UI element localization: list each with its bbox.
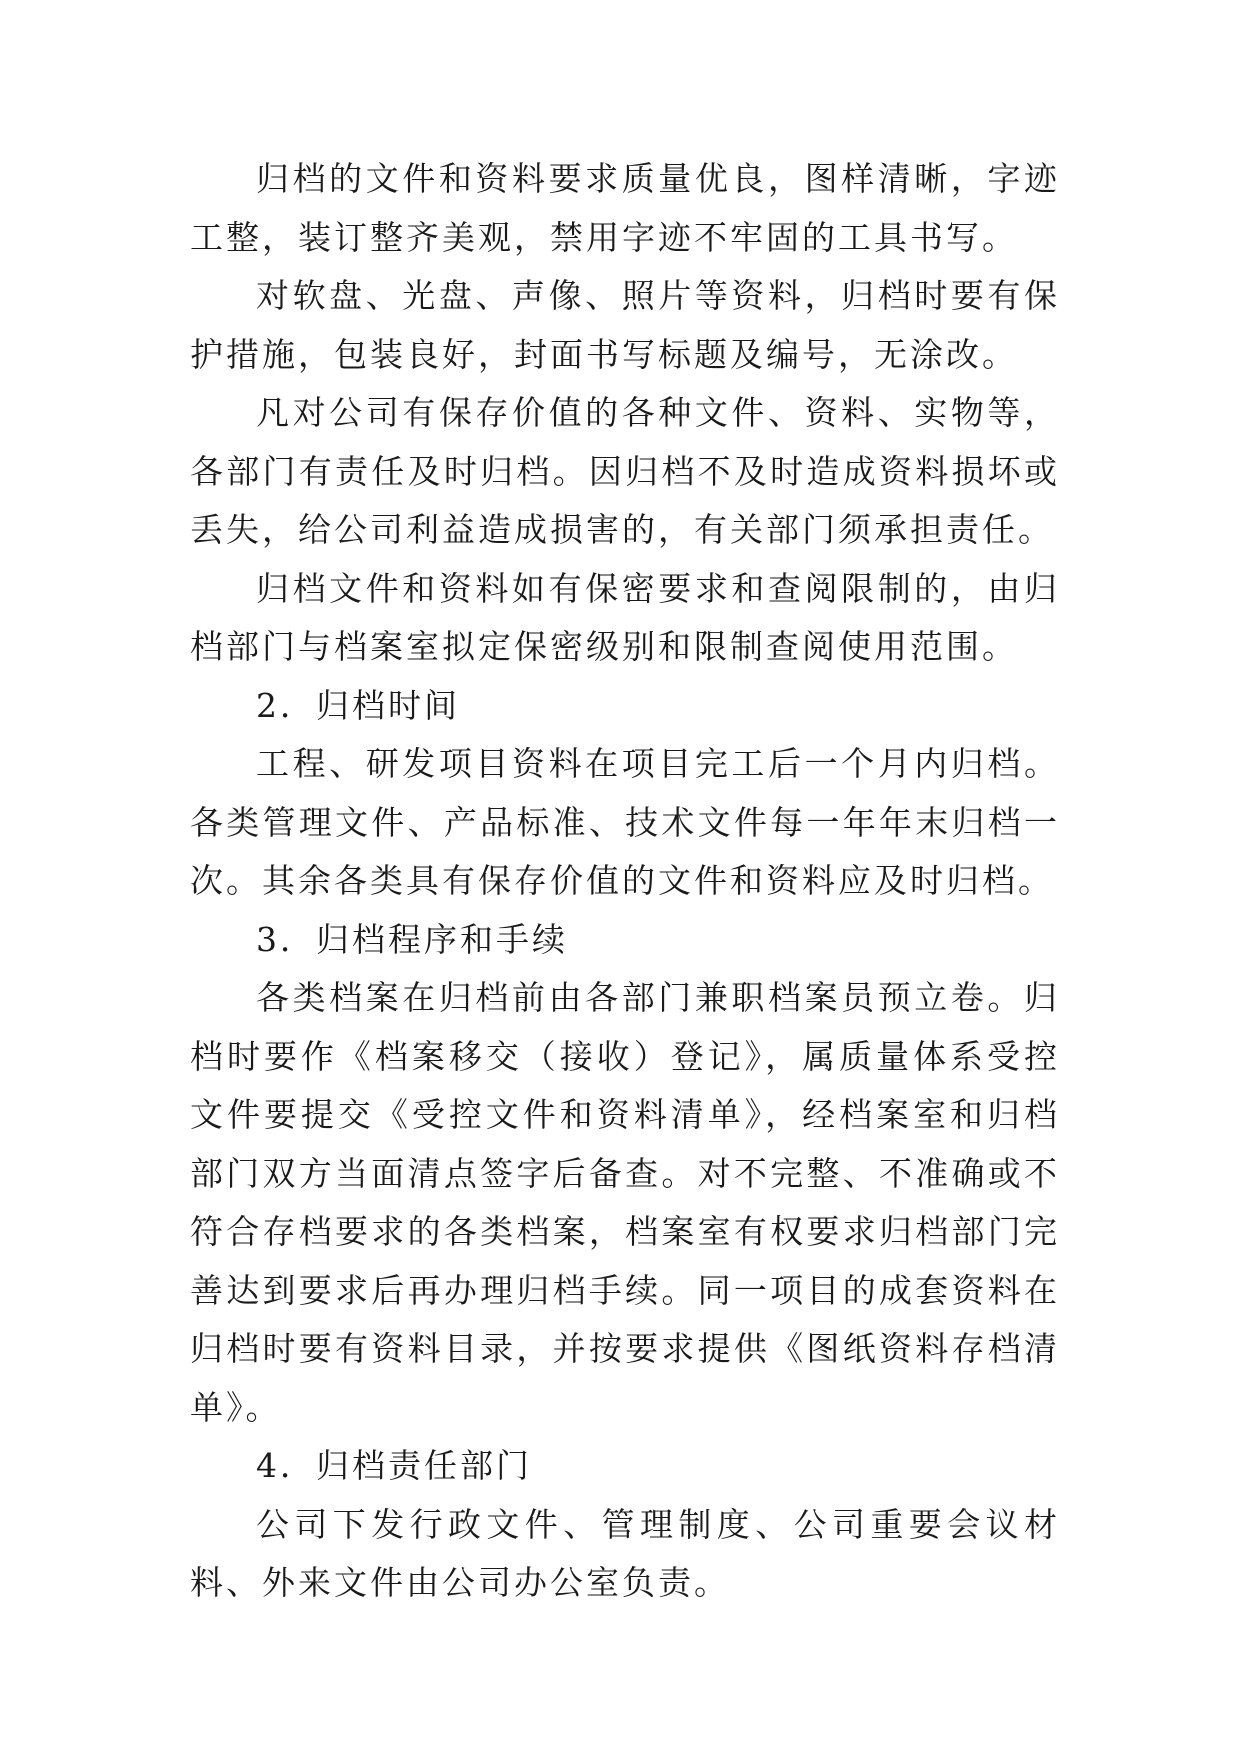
paragraph-department-responsibility: 凡对公司有保存价值的各种文件、资料、实物等，各部门有责任及时归档。因归档不及时造成资料损坏或丢失，给公司利益造成损害的，有关部门须承担责任。 xyxy=(190,393,1060,549)
section-heading-archive-time: 2．归档时间 xyxy=(256,685,460,725)
paragraph-confidentiality: 归档文件和资料如有保密要求和查阅限制的，由归档部门与档案室拟定保密级别和限制查阅使用范围。 xyxy=(190,568,1060,666)
paragraph-media-protection: 对软盘、光盘、声像、照片等资料，归档时要有保护措施，包装良好，封面书写标题及编号，无涂改。 xyxy=(190,276,1060,374)
paragraph-archive-time: 工程、研发项目资料在项目完工后一个月内归档。各类管理文件、产品标准、技术文件每一年年末归档一次。其余各类具有保存价值的文件和资料应及时归档。 xyxy=(190,744,1060,900)
paragraph-archive-quality: 归档的文件和资料要求质量优良，图样清晰，字迹工整，装订整齐美观，禁用字迹不牢固的工具书写。 xyxy=(190,159,1060,257)
paragraph-responsible-department: 公司下发行政文件、管理制度、公司重要会议材料、外来文件由公司办公室负责。 xyxy=(190,1504,1060,1602)
section-heading-archive-procedure: 3．归档程序和手续 xyxy=(256,919,568,959)
document-body xyxy=(190,150,1060,1613)
section-heading-responsible-department: 4．归档责任部门 xyxy=(256,1446,532,1485)
paragraph-archive-procedure: 各类档案在归档前由各部门兼职档案员预立卷。归档时要作《档案移交（接收）登记》，属质量体系受控文件要提交《受控文件和资料清单》，经档案室和归档部门双方当面清点签字后备查。对不完整、不准确或不符合存档要求的各类档案，档案室有权要求归档部门完善达到要求后再办理归档手续。同一项目的成套资料在归档时要有资料目录，并按要求提供《图纸资料存档清单》。 xyxy=(190,978,1060,1427)
